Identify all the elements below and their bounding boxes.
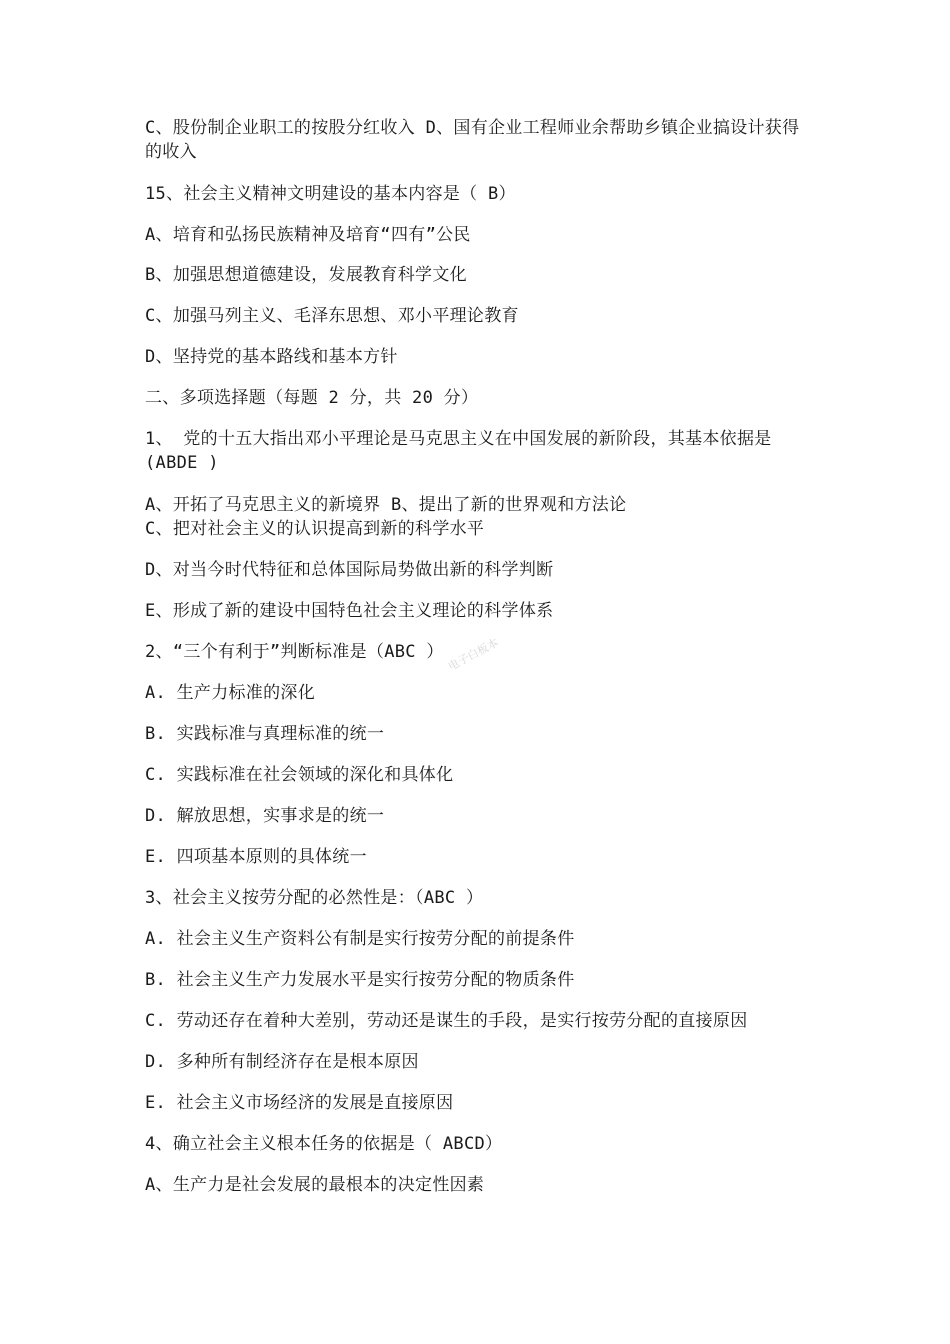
mc3-option-c: C. 劳动还存在着种大差别，劳动还是谋生的手段，是实行按劳分配的直接原因 (145, 1011, 748, 1031)
answer-option-c-d: C、股份制企业职工的按股分红收入 D、国有企业工程师业余帮助乡镇企业搞设计获得的收入 (145, 118, 800, 162)
mc2-option-b: B. 实践标准与真理标准的统一 (145, 724, 385, 744)
mc2-option-a: A. 生产力标准的深化 (145, 683, 316, 703)
mc2-option-e: E. 四项基本原则的具体统一 (145, 847, 367, 867)
watermark: 电子白板本 (445, 635, 501, 674)
q15-option-d: D、坚持党的基本路线和基本方针 (145, 347, 398, 367)
mc1-option-d: D、对当今时代特征和总体国际局势做出新的科学判断 (145, 560, 554, 580)
q15-option-b: B、加强思想道德建设，发展教育科学文化 (145, 265, 467, 285)
q15-option-a: A、培育和弘扬民族精神及培育“四有”公民 (145, 225, 471, 245)
mc1-option-c: C、把对社会主义的认识提高到新的科学水平 (145, 519, 485, 539)
mc-question-2: 2、“三个有利于”判断标准是（ABC ） (145, 642, 444, 662)
mc-question-4: 4、确立社会主义根本任务的依据是（ ABCD） (145, 1134, 503, 1154)
mc3-option-a: A. 社会主义生产资料公有制是实行按劳分配的前提条件 (145, 929, 575, 949)
mc2-option-d: D. 解放思想，实事求是的统一 (145, 806, 385, 826)
mc-question-3: 3、社会主义按劳分配的必然性是：（ABC ） (145, 888, 484, 908)
mc4-option-a: A、生产力是社会发展的最根本的决定性因素 (145, 1175, 485, 1195)
mc1-option-e: E、形成了新的建设中国特色社会主义理论的科学体系 (145, 601, 554, 621)
mc2-option-c: C. 实践标准在社会领域的深化和具体化 (145, 765, 454, 785)
mc3-option-d: D. 多种所有制经济存在是根本原因 (145, 1052, 419, 1072)
q15-option-c: C、加强马列主义、毛泽东思想、邓小平理论教育 (145, 306, 519, 326)
question-15: 15、社会主义精神文明建设的基本内容是（ B） (145, 184, 516, 204)
mc3-option-e: E. 社会主义市场经济的发展是直接原因 (145, 1093, 454, 1113)
section-heading-multiple-choice: 二、多项选择题（每题 2 分，共 20 分） (145, 388, 479, 408)
mc3-option-b: B. 社会主义生产力发展水平是实行按劳分配的物质条件 (145, 970, 575, 990)
mc1-option-a-b: A、开拓了马克思主义的新境界 B、提出了新的世界观和方法论 (145, 495, 627, 515)
mc-question-1: 1、 党的十五大指出邓小平理论是马克思主义在中国发展的新阶段，其基本依据是(ABDE ) (145, 429, 772, 473)
